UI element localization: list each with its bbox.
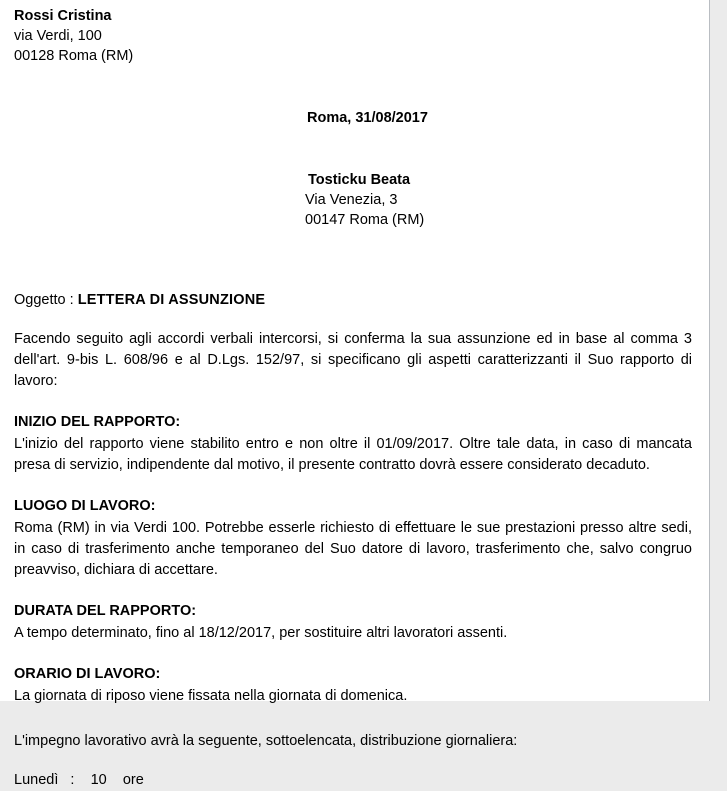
- section-heading-durata-del-rapporto: DURATA DEL RAPPORTO:: [14, 603, 197, 619]
- subject-value: LETTERA DI ASSUNZIONE: [77, 292, 266, 308]
- schedule-row-lunedi: Lunedì : 10 ore: [14, 772, 144, 788]
- section-body-orario-di-lavoro: La giornata di riposo viene fissata nella giornata di domenica.: [14, 688, 408, 704]
- section-heading-luogo-di-lavoro: LUOGO DI LAVORO:: [14, 498, 156, 514]
- intro-paragraph: Facendo seguito agli accordi verbali intercorsi, si conferma la sua assunzione ed in base al comma 3 dell'art. 9-bis L. 608/96 e al D.Lgs. 152/97, si specificano gli aspetti caratterizzanti il Suo rapporto di lavoro:: [14, 331, 692, 389]
- sender-address-block: [14, 0, 692, 66]
- subject-label: Oggetto :: [14, 292, 78, 308]
- section-heading-inizio-del-rapporto: INIZIO DEL RAPPORTO:: [14, 414, 181, 430]
- section-body-inizio-del-rapporto: L'inizio del rapporto viene stabilito entro e non oltre il 01/09/2017. Oltre tale data, in caso di mancata presa di servizio, indipendente dal motivo, il presente contratto dovrà essere considerato decaduto.: [14, 436, 692, 473]
- sender-name: Rossi Cristina: [14, 8, 112, 24]
- date-block: [14, 108, 692, 128]
- recipient-name: Tosticku Beata: [308, 172, 411, 188]
- subject-line: [14, 290, 692, 310]
- sender-city: 00128 Roma (RM): [14, 48, 134, 64]
- section-body-durata-del-rapporto: A tempo determinato, fino al 18/12/2017, per sostituire altri lavoratori assenti.: [14, 625, 508, 641]
- recipient-city: 00147 Roma (RM): [305, 212, 425, 228]
- sender-street: via Verdi, 100: [14, 28, 102, 44]
- recipient-address-block: [14, 170, 692, 230]
- schedule-intro-paragraph: L'impegno lavorativo avrà la seguente, sottoelencata, distribuzione giornaliera:: [14, 733, 518, 749]
- page-outer-gutter: [711, 0, 727, 701]
- date-line: Roma, 31/08/2017: [307, 110, 428, 126]
- recipient-street: Via Venezia, 3: [305, 192, 398, 208]
- section-body-luogo-di-lavoro: Roma (RM) in via Verdi 100. Potrebbe esserle richiesto di effettuare le sue prestazioni presso altre sedi, in caso di trasferimento anche temporaneo del Suo datore di lavoro, trasferimento che, salvo congruo preavviso, dichiara di accettare.: [14, 520, 692, 578]
- document-content: [14, 0, 692, 791]
- section-heading-orario-di-lavoro: ORARIO DI LAVORO:: [14, 666, 161, 682]
